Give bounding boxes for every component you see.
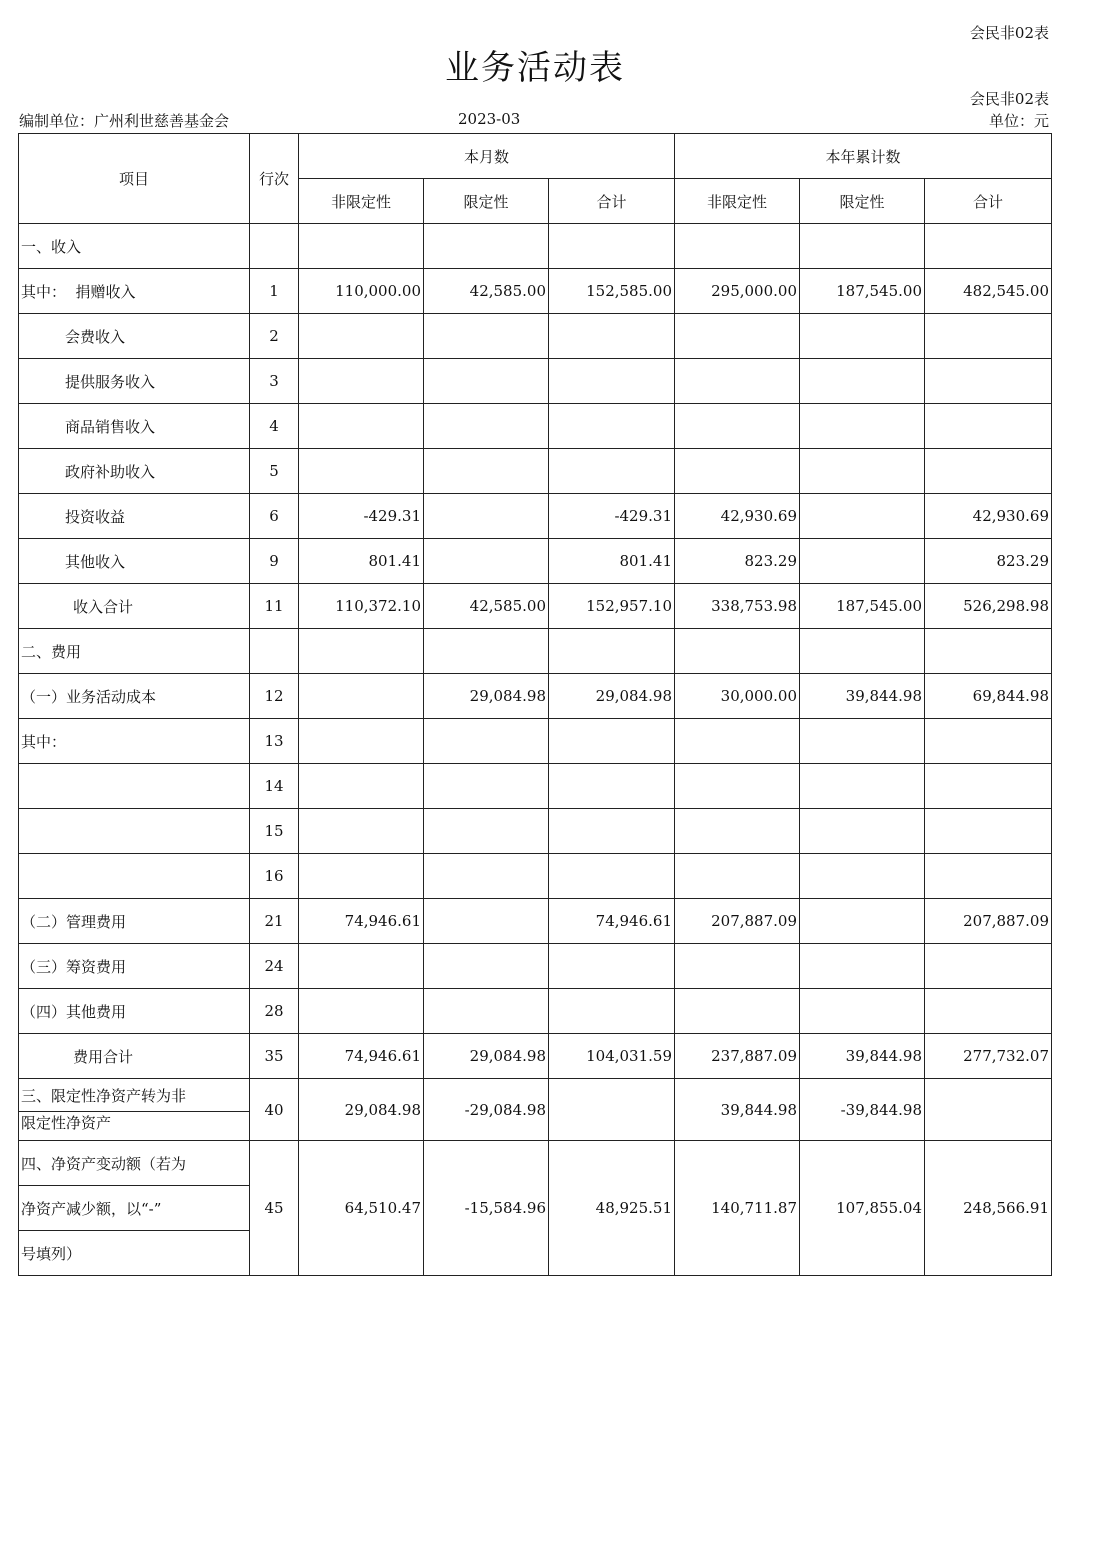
cell-ytd-unrestricted: [675, 809, 800, 854]
cell-ytd-unrestricted: 140,711.87: [675, 1141, 800, 1276]
table-row: [19, 269, 1052, 314]
cell-ytd-restricted: -39,844.98: [800, 1079, 925, 1141]
cell-month-restricted: 42,585.00: [424, 269, 549, 314]
row-line-no: 5: [250, 449, 299, 494]
row-label: 投资收益: [19, 494, 250, 539]
cell-ytd-total: [925, 809, 1052, 854]
cell-month-restricted: [424, 539, 549, 584]
cell-month-total: 104,031.59: [549, 1034, 675, 1079]
cell-ytd-total: 248,566.91: [925, 1141, 1052, 1276]
cell-ytd-restricted: [800, 359, 925, 404]
cell-month-restricted: [424, 989, 549, 1034]
row-label: 会费收入: [19, 314, 250, 359]
cell-ytd-unrestricted: [675, 359, 800, 404]
cell-ytd-unrestricted: 295,000.00: [675, 269, 800, 314]
cell-ytd-total: 69,844.98: [925, 674, 1052, 719]
cell-month-total: [549, 944, 675, 989]
row-label: 其他收入: [19, 539, 250, 584]
cell-ytd-total: [925, 764, 1052, 809]
cell-month-unrestricted: -429.31: [299, 494, 424, 539]
cell-month-total: [549, 449, 675, 494]
table-row: [19, 854, 1052, 899]
cell-ytd-total: [925, 1079, 1052, 1141]
cell-ytd-total: 482,545.00: [925, 269, 1052, 314]
header-item: 项目: [19, 134, 250, 224]
table-row-net-change: [19, 1141, 1052, 1186]
table-row-transfer: [19, 1079, 1052, 1112]
cell-month-total: [549, 764, 675, 809]
cell-ytd-unrestricted: 39,844.98: [675, 1079, 800, 1141]
row-label: 商品销售收入: [19, 404, 250, 449]
table-row-expense-total: [19, 1034, 1052, 1079]
cell-month-total: -429.31: [549, 494, 675, 539]
cell-month-total: [549, 314, 675, 359]
table-row: [19, 314, 1052, 359]
cell-ytd-restricted: [800, 539, 925, 584]
cell-month-total: 74,946.61: [549, 899, 675, 944]
cell-month-total: [549, 989, 675, 1034]
table-row: [19, 359, 1052, 404]
cell-ytd-unrestricted: [675, 944, 800, 989]
table-row: [19, 494, 1052, 539]
row-label: 二、费用: [19, 629, 250, 674]
cell-ytd-total: 207,887.09: [925, 899, 1052, 944]
cell-month-restricted: [424, 359, 549, 404]
cell-ytd-unrestricted: 207,887.09: [675, 899, 800, 944]
cell-month-unrestricted: [299, 449, 424, 494]
row-label: [19, 854, 250, 899]
cell-ytd-restricted: [800, 809, 925, 854]
cell-ytd-unrestricted: [675, 449, 800, 494]
cell-month-unrestricted: 74,946.61: [299, 899, 424, 944]
cell-month-total: [549, 854, 675, 899]
table-row: [19, 674, 1052, 719]
table-row: [19, 809, 1052, 854]
cell-month-unrestricted: 74,946.61: [299, 1034, 424, 1079]
cell-month-unrestricted: [299, 809, 424, 854]
cell-ytd-restricted: [800, 854, 925, 899]
page-title: 业务活动表: [445, 48, 625, 88]
cell-month-unrestricted: [299, 629, 424, 674]
cell-ytd-restricted: 39,844.98: [800, 674, 925, 719]
cell-month-restricted: [424, 224, 549, 269]
cell-ytd-restricted: [800, 404, 925, 449]
activity-statement-table: [18, 133, 1052, 1276]
cell-month-unrestricted: 110,372.10: [299, 584, 424, 629]
cell-ytd-total: 526,298.98: [925, 584, 1052, 629]
cell-month-unrestricted: [299, 944, 424, 989]
cell-ytd-total: [925, 989, 1052, 1034]
cell-month-restricted: [424, 899, 549, 944]
header-month-total: 合计: [549, 179, 675, 224]
row-line-no: [250, 224, 299, 269]
row-line-no: 16: [250, 854, 299, 899]
cell-ytd-unrestricted: 30,000.00: [675, 674, 800, 719]
header-ytd-restricted: 限定性: [800, 179, 925, 224]
row-label: 提供服务收入: [19, 359, 250, 404]
cell-ytd-unrestricted: 823.29: [675, 539, 800, 584]
cell-month-restricted: [424, 314, 549, 359]
cell-month-total: [549, 404, 675, 449]
cell-month-restricted: -29,084.98: [424, 1079, 549, 1141]
cell-ytd-total: [925, 719, 1052, 764]
table-row: [19, 989, 1052, 1034]
table-row: [19, 404, 1052, 449]
table-row: [19, 899, 1052, 944]
cell-ytd-total: 42,930.69: [925, 494, 1052, 539]
cell-ytd-restricted: [800, 719, 925, 764]
cell-month-total: [549, 719, 675, 764]
net-change-label-line-1: 四、净资产变动额（若为: [19, 1141, 250, 1186]
net-change-label-line-2: 净资产减少额，以“-”: [19, 1186, 250, 1231]
row-line-no: 13: [250, 719, 299, 764]
cell-ytd-restricted: [800, 449, 925, 494]
cell-month-unrestricted: [299, 674, 424, 719]
row-label: [19, 809, 250, 854]
table-row: [19, 629, 1052, 674]
cell-ytd-restricted: [800, 224, 925, 269]
cell-month-total: [549, 1079, 675, 1141]
row-line-no: 1: [250, 269, 299, 314]
cell-ytd-total: 277,732.07: [925, 1034, 1052, 1079]
cell-month-unrestricted: [299, 359, 424, 404]
row-label: 一、收入: [19, 224, 250, 269]
row-line-no: 21: [250, 899, 299, 944]
cell-month-unrestricted: [299, 719, 424, 764]
cell-ytd-restricted: [800, 629, 925, 674]
table-row-income-total: [19, 584, 1052, 629]
header-ytd-unrestricted: 非限定性: [675, 179, 800, 224]
table-row: [19, 449, 1052, 494]
cell-ytd-unrestricted: [675, 719, 800, 764]
cell-month-total: 152,957.10: [549, 584, 675, 629]
row-line-no: 9: [250, 539, 299, 584]
cell-month-unrestricted: 801.41: [299, 539, 424, 584]
header-month-restricted: 限定性: [424, 179, 549, 224]
cell-ytd-total: [925, 224, 1052, 269]
cell-ytd-unrestricted: 237,887.09: [675, 1034, 800, 1079]
cell-ytd-total: [925, 944, 1052, 989]
cell-month-total: 48,925.51: [549, 1141, 675, 1276]
cell-month-restricted: 42,585.00: [424, 584, 549, 629]
row-label: 收入合计: [19, 584, 250, 629]
cell-month-unrestricted: 64,510.47: [299, 1141, 424, 1276]
cell-month-restricted: [424, 764, 549, 809]
header-year-to-date: 本年累计数: [675, 134, 1052, 179]
cell-ytd-total: [925, 404, 1052, 449]
cell-ytd-restricted: [800, 494, 925, 539]
form-code: 会民非02表: [969, 24, 1049, 42]
report-period: 2023-03: [458, 110, 521, 128]
cell-ytd-unrestricted: [675, 854, 800, 899]
row-line-no: 3: [250, 359, 299, 404]
cell-ytd-unrestricted: 42,930.69: [675, 494, 800, 539]
cell-ytd-total: [925, 314, 1052, 359]
transfer-label-line-1: 三、限定性净资产转为非: [19, 1079, 250, 1112]
row-line-no: [250, 629, 299, 674]
header-line-no: 行次: [250, 134, 299, 224]
row-label: 费用合计: [19, 1034, 250, 1079]
cell-month-total: [549, 629, 675, 674]
cell-month-restricted: [424, 719, 549, 764]
header-ytd-total: 合计: [925, 179, 1052, 224]
row-line-no: 24: [250, 944, 299, 989]
cell-month-total: 152,585.00: [549, 269, 675, 314]
row-label: （三）筹资费用: [19, 944, 250, 989]
row-line-no: 35: [250, 1034, 299, 1079]
row-line-no: 4: [250, 404, 299, 449]
cell-ytd-restricted: [800, 989, 925, 1034]
cell-month-restricted: [424, 494, 549, 539]
row-label: 其中：: [19, 719, 250, 764]
cell-month-restricted: [424, 629, 549, 674]
header-month-unrestricted: 非限定性: [299, 179, 424, 224]
header-this-month: 本月数: [299, 134, 675, 179]
cell-ytd-restricted: [800, 764, 925, 809]
cell-ytd-total: [925, 854, 1052, 899]
cell-ytd-restricted: 39,844.98: [800, 1034, 925, 1079]
cell-ytd-restricted: [800, 314, 925, 359]
cell-ytd-restricted: [800, 944, 925, 989]
cell-ytd-restricted: 187,545.00: [800, 269, 925, 314]
cell-ytd-unrestricted: [675, 989, 800, 1034]
row-line-no: 6: [250, 494, 299, 539]
row-line-no: 40: [250, 1079, 299, 1141]
cell-month-unrestricted: 29,084.98: [299, 1079, 424, 1141]
cell-month-total: 29,084.98: [549, 674, 675, 719]
cell-month-restricted: [424, 404, 549, 449]
header-row-top: [19, 134, 1052, 179]
cell-ytd-unrestricted: [675, 404, 800, 449]
cell-month-unrestricted: [299, 764, 424, 809]
transfer-label-line-2: 限定性净资产: [19, 1112, 250, 1141]
cell-month-unrestricted: [299, 989, 424, 1034]
cell-month-restricted: 29,084.98: [424, 674, 549, 719]
table-row: [19, 764, 1052, 809]
table-row: [19, 944, 1052, 989]
cell-month-total: [549, 359, 675, 404]
unit-label: 单位：元: [988, 112, 1049, 130]
cell-ytd-total: [925, 449, 1052, 494]
cell-month-restricted: 29,084.98: [424, 1034, 549, 1079]
cell-month-total: [549, 224, 675, 269]
cell-ytd-restricted: 187,545.00: [800, 584, 925, 629]
row-line-no: 14: [250, 764, 299, 809]
cell-ytd-restricted: 107,855.04: [800, 1141, 925, 1276]
row-label: [19, 764, 250, 809]
cell-ytd-unrestricted: [675, 314, 800, 359]
row-line-no: 11: [250, 584, 299, 629]
cell-ytd-unrestricted: [675, 629, 800, 674]
row-line-no: 15: [250, 809, 299, 854]
cell-month-total: 801.41: [549, 539, 675, 584]
cell-month-unrestricted: [299, 404, 424, 449]
cell-ytd-unrestricted: [675, 764, 800, 809]
cell-month-unrestricted: [299, 314, 424, 359]
form-code-secondary: 会民非02表: [969, 90, 1049, 108]
row-label: （一）业务活动成本: [19, 674, 250, 719]
row-label: （二）管理费用: [19, 899, 250, 944]
cell-month-restricted: [424, 854, 549, 899]
row-label: （四）其他费用: [19, 989, 250, 1034]
cell-month-unrestricted: [299, 224, 424, 269]
row-line-no: 2: [250, 314, 299, 359]
row-line-no: 12: [250, 674, 299, 719]
table-row: [19, 539, 1052, 584]
row-label: 政府补助收入: [19, 449, 250, 494]
row-label: 其中： 捐赠收入: [19, 269, 250, 314]
cell-ytd-restricted: [800, 899, 925, 944]
table-row: [19, 224, 1052, 269]
cell-month-restricted: [424, 809, 549, 854]
cell-month-restricted: -15,584.96: [424, 1141, 549, 1276]
cell-ytd-total: [925, 629, 1052, 674]
organization-label: 编制单位：广州利世慈善基金会: [19, 112, 230, 130]
cell-month-total: [549, 809, 675, 854]
cell-month-unrestricted: [299, 854, 424, 899]
cell-ytd-unrestricted: 338,753.98: [675, 584, 800, 629]
cell-month-restricted: [424, 449, 549, 494]
cell-month-restricted: [424, 944, 549, 989]
net-change-label-line-3: 号填列）: [19, 1231, 250, 1276]
row-line-no: 28: [250, 989, 299, 1034]
cell-month-unrestricted: 110,000.00: [299, 269, 424, 314]
cell-ytd-unrestricted: [675, 224, 800, 269]
table-row: [19, 719, 1052, 764]
cell-ytd-total: [925, 359, 1052, 404]
row-line-no: 45: [250, 1141, 299, 1276]
cell-ytd-total: 823.29: [925, 539, 1052, 584]
